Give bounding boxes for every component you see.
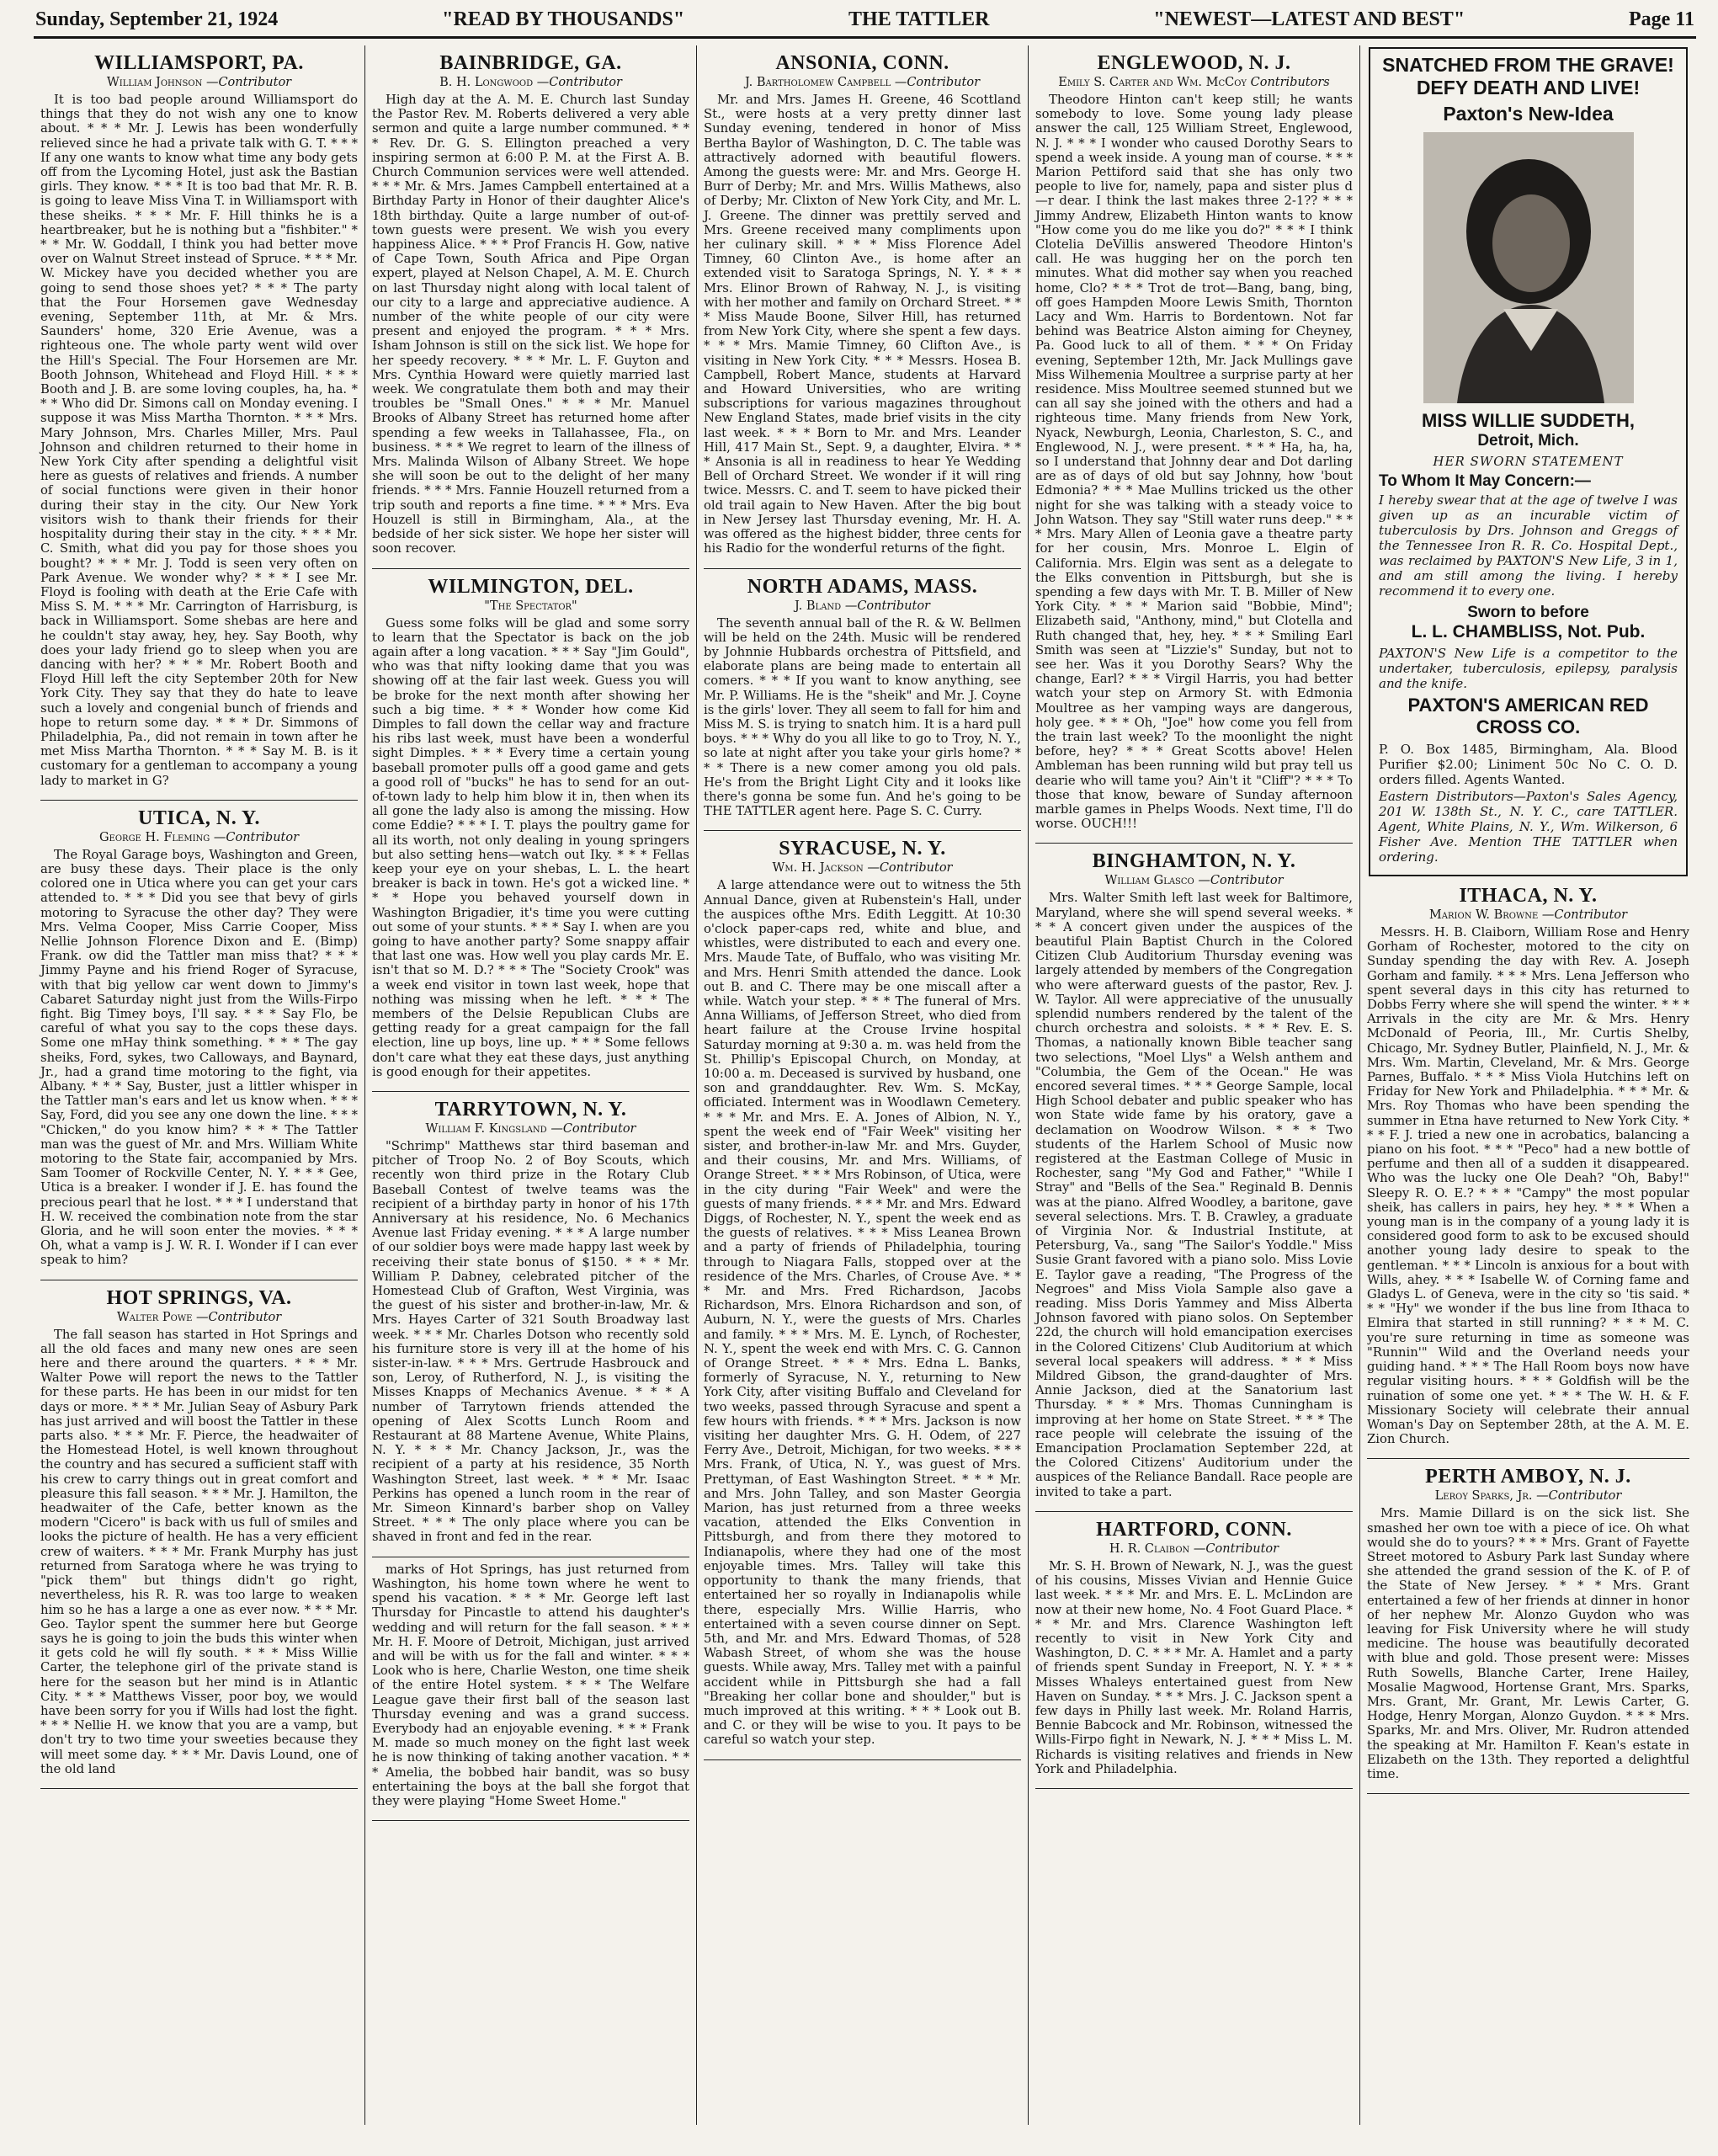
article (704, 576, 1021, 819)
ad-statement-text: I hereby swear that at the age of twelve I was given up as an incurable victim of tuberculosis by Drs. Johnson and Greggs of the Tennessee Iron R. R. Co. Hospital Dept., was reclaimed by PAXTON'S New Life, 3 in 1, and am still among the living. I hereby recommend it to every one. (1379, 492, 1678, 599)
article-divider (704, 1759, 1021, 1760)
byline-role: —Contributor (1541, 908, 1628, 922)
article-body: Mrs. Mamie Dillard is on the sick list. She smashed her own toe with a piece of ice. Oh what would she do to yours? * * * Mrs. Grant of Fayette Street motored to Asbury Park last Sunday where she attended the grand session of the K. of P. of the State of New Jersey. * * * Mrs. Grant entertained a few of her friends at dinner in honor of her nephew Mr. Alonzo Guydon who was leaving for Fisk University where he will study medicine. The house was beautifully decorated with blue and gold. Those present were: Misses Ruth Sowells, Blanche Carter, Irene Hailey, Mosalie Magwood, Hortense Grant, Mrs. Sparks, Mrs. Grant, Mr. Grant, Mr. Lewis Carter, G. Hodge, Henry Morgan, Alonzo Guydon. * * * Mrs. Sparks, Mr. and Mrs. Oliver, Mr. Rudron attended the speaking at Mr. Hamilton F. Kean's estate in Elizabeth on the 13th. They reported a delightful time. (1367, 1506, 1689, 1781)
ad-headline-3: Paxton's New-Idea (1443, 103, 1614, 125)
article-headline: WILLIAMSPORT, PA. (94, 52, 304, 74)
column-2 (365, 45, 697, 2125)
article-body: "Schrimp" Matthews star third baseman and pitcher of Troop No. 2 of Boy Scouts, which recently won third prize in the Rotary Club Baseball Contest of twelve teams was the recipient of a birthday party in honor of his 17th Anniversary at his residence, No. 6 Mechanics Avenue last Friday evening. * * * A large number of our soldier boys were made happy last week by receiving their state bonus of $150. * * * Mr. William P. Dabney, celebrated pitcher of the Homestead Club of Grafton, West Virginia, was the guest of his sister and brother-in-law, Mr. & Mrs. Hayes Carter of 321 South Broadway last week. * * * Mr. Charles Dotson who recently sold his furniture store is very ill at the home of his sister-in-law. * * * Mrs. Gertrude Hasbrouck and son, Leroy, of Rutherford, N. J., is visiting the Misses Knapps of Mechanics Avenue. * * * A number of Tarrytown friends attended the opening of Alex Scotts Lunch Room and Restaurant at 88 Martene Avenue, White Plains, N. Y. * * * Mr. Chancy Jackson, Jr., was the recipient of a party at his residence, 35 North Washington Street, last week. * * * Mr. Isaac Perkins has opened a lunch room in the rear of Mr. Simeon Kinnard's barber shop on Valley Street. * * * The only place where you can be shaved in front and fed in the rear. (372, 1139, 689, 1545)
article-divider (1035, 1788, 1353, 1789)
byline-author: Emily S. Carter and Wm. McCoy (1058, 76, 1247, 89)
byline-role: —Contributor (1536, 1489, 1622, 1504)
article-headline: NORTH ADAMS, MASS. (747, 575, 978, 598)
article-body: Mrs. Walter Smith left last week for Baltimore, Maryland, where she will spend several weeks. * * * A concert given under the auspices of the beautiful Plain Baptist Church in the Colored Citizen Club Auditorium Thursday evening was largely attended by members of the Congregation who were afterward guests of the pastor, Rev. J. W. Taylor. All were appreciative of the unusually splendid numbers rendered by the talent of the church orchestra and soloists. * * * Rev. E. S. Thomas, a nationally known Bible teacher sang two selections, "Moel Llys" a Welsh anthem and "Columbia, the Gem of the Ocean." He was encored several times. * * * George Sample, local High School debater and public speaker who has won State wide fame by his oratory, gave a declamation on Woodrow Wilson. * * * Two students of the Harlem School of Music now registered at the Eastman College of Music in Rochester, sang "My God and Father," "While I Stray" and "Bells of the Sea." Reginald B. Dennis was at the piano. Alfred Woodley, a baritone, gave several selections. Mrs. T. B. Crawley, a graduate of Virginia Nor. & Industrial Institute, at Petersburg, Va., sang "The Sailor's Yoddle." Miss Susie Grant favored with a piano solo. Miss Lovie E. Taylor gave a reading, "The Progress of the Negroes" and Miss Viola Sample also gave a reading. Miss Doris Yammey and Miss Alberta Johnson favored with piano solos. On September 22d, the church will hold emancipation exercises in the Colored Citizens' Club Auditorium at which several local speakers will address. * * * Miss Mildred Gibson, the grand-daughter of Mrs. Annie Jackson, died at the Sanatorium last Thursday. * * * Mrs. Thomas Cunningham is improving at her home on State Street. * * * The race people will celebrate the issuing of the Emancipation Proclamation September 22d, at the Colored Citizens' Auditorium under the auspices of the Reliance Bandall. Race people are invited to take a part. (1035, 891, 1353, 1499)
article-headline: ITHACA, N. Y. (1459, 885, 1598, 907)
article-divider (40, 800, 358, 801)
masthead (34, 7, 1696, 39)
article-headline: TARRYTOWN, N. Y. (434, 1099, 627, 1121)
byline-role: —Contributor (844, 599, 930, 613)
article-byline (372, 76, 689, 89)
article-byline (40, 1311, 358, 1324)
article-byline (40, 76, 358, 89)
ad-distributor-text: Eastern Distributors—Paxton's Sales Agency, 201 W. 138th St., N. Y. C., care TATTLER. Agent, White Plains, N. Y., Wm. Wilkerson, 6 Fisher Ave. Mention THE TATTLER when ordering. (1379, 789, 1678, 865)
article-divider (1367, 1793, 1689, 1794)
byline-author: Wm. H. Jackson (772, 861, 864, 876)
article (1035, 850, 1353, 1499)
ad-testimonial-name: MISS WILLIE SUDDETH, (1422, 410, 1635, 431)
article-divider (704, 830, 1021, 831)
article-byline (40, 831, 358, 844)
columns (34, 45, 1696, 2125)
ad-salutation: To Whom It May Concern:— (1379, 472, 1591, 490)
article (1035, 1519, 1353, 1776)
article-byline (1367, 1489, 1689, 1503)
byline-role: —Contributor (551, 1122, 636, 1136)
ad-company-name: PAXTON'S AMERICAN RED CROSS CO. (1407, 695, 1649, 737)
article-headline: ANSONIA, CONN. (775, 52, 949, 74)
article-byline (1035, 1542, 1353, 1556)
article (40, 52, 358, 788)
newspaper-title: THE TATTLER (848, 8, 990, 30)
article-headline: BAINBRIDGE, GA. (439, 52, 622, 74)
byline-author: Walter Powe (116, 1310, 193, 1324)
byline-author: Marion W. Browne (1428, 908, 1539, 922)
byline-author: William Johnson (106, 76, 203, 89)
ad-headline-1: SNATCHED FROM THE GRAVE! (1382, 54, 1674, 76)
byline-role: —Contributor (894, 76, 980, 89)
article-byline (1035, 76, 1353, 89)
article-divider (704, 568, 1021, 569)
article-byline (372, 599, 689, 613)
article-body: The fall season has started in Hot Springs and all the old faces and many new ones are seen here and there around the quarters. * * * Mr. Walter Powe will report the news to the Tattler for these parts. He has been in our midst for ten days or more. * * * Mr. Julian Seay of Asbury Park has just arrived and will boost the Tattler in these parts also. * * * Mr. F. Pierce, the headwaiter of the Homestead Hotel, is well known throughout the country and has secured a sufficient staff with his crew to carry things out in great comfort and pleasure this fall season. * * * Mr. J. Hamilton, the headwaiter of the Cafe, better known as the modern "Cicero" is back with us full of smiles and looks the picture of health. He has a very efficient crew of waiters. * * * Mr. Frank Murphy has just returned from Saratoga where he was trying to "pick them" but things didn't go right, nevertheless, his R. R. was too large to weaken him so he has a large a one as ever now. * * * Mr. Geo. Taylor spent the summer here but George says he is going to join the buds this winter when it gets cold he will fly south. * * * Miss Willie Carter, the telephone girl of the private stand is here for the season but her mind is in Atlantic City. * * * Matthews Visser, poor boy, we would have been sorry for you if Wills had lost the fight. * * * Nellie H. we know that you are a vamp, but don't try to two time your sweeties because they will meet some day. * * * Mr. Davis Lound, one of the old land (40, 1327, 358, 1776)
paxton-advertisement (1369, 47, 1688, 876)
article-headline: WILMINGTON, DEL. (428, 575, 634, 598)
article-headline: PERTH AMBOY, N. J. (1425, 1466, 1631, 1488)
article-body: Mr. and Mrs. James H. Greene, 46 Scottland St., were hosts at a very pretty dinner last Sunday evening, tendered in honor of Miss Bertha Baylor of Washington, D. C. The table was attractively adorned with beautiful flowers. Among the guests were: Mr. and Mrs. George H. Burr of Derby; Mr. and Mrs. Willis Mathews, also of Derby; Mr. Clixton of New York City, and Mr. L. J. Greene. The dinner was prettily served and Mrs. Greene received many compliments upon her culinary skill. * * * Miss Florence Adel Timney, 60 Clinton Ave., is home after an extended visit to Saratoga Springs, N. Y. * * * Mrs. Elinor Brown of Rahway, N. J., is visiting with her mother and family on Orchard Street. * * * Miss Maude Boone, Silver Hill, has returned from New York City, where she spent a few days. * * * Mrs. Mamie Timney, 60 Clifton Ave., is visiting in New York City. * * * Messrs. Hosea B. Campbell, Robert Mance, students at Harvard and Howard Universities, who are writing subscriptions for various magazines throughout New England States, made brief visits in the city last week. * * * Born to Mr. and Mrs. Leander Hill, 417 Main St., Sept. 9, a daughter, Elvira. * * * Ansonia is all in readiness to hear Ye Wedding Bell of Orchard Street. We wonder if it will ring twice. Messrs. C. and T. seem to have picked their old trail again to New Haven. After the big bout in New Jersey last Thursday evening, Mr. H. A. was offered as the highest bidder, three cents for his Radio for the wonderful returns of the fight. (704, 93, 1021, 556)
article-headline: UTICA, N. Y. (138, 807, 260, 829)
article-headline: BINGHAMTON, N. Y. (1092, 850, 1296, 873)
column-5-articles (1367, 885, 1689, 1794)
byline-author: J. Bartholomew Campbell (745, 76, 891, 89)
portrait-photo (1423, 132, 1634, 403)
article-divider (1035, 843, 1353, 844)
article-body: The seventh annual ball of the R. & W. Bellmen will be held on the 24th. Music will be rendered by Johnnie Hubbards orchestra of Pittsfield, and elaborate plans are being made to entertain all comers. * * * If you want to know anything, see Mr. P. Williams. He is the "sheik" and Mr. J. Coyne is the girls' lover. They all seem to fall for him and Miss M. S. is trying to snatch him. It is a hard pull boys. * * * Why do you all like to go to Troy, N. Y., so late at night after you take your girls home? * * * There is a new comer among you old pals. He's from the Bright Light City and it looks like there's gonna be some fun. And he's going to be THE TATTLER agent here. Page S. C. Curry. (704, 615, 1022, 819)
article (372, 1099, 689, 1545)
column-1 (34, 45, 365, 2125)
article-headline: HARTFORD, CONN. (1096, 1518, 1292, 1541)
article-byline (372, 1122, 689, 1136)
byline-role: —Contributor (1193, 1541, 1279, 1556)
article-body: A large attendance were out to witness the 5th Annual Dance, given at Rubenstein's Hall, under the auspices ofthe Mrs. Edith Leggitt. At 10:30 o'clock paper-caps red, white and blue, and whistles, were distributed to each and every one. Mrs. Maude Tate, of Buffalo, who was visiting Mr. and Mrs. Henri Smith attended the dance. Look out B. and C. There may be one miscall after a while. Watch your step. * * * The funeral of Mrs. Anna Williams, of Jefferson Street, who died from heart failure at the Crouse Irvine hospital Saturday morning at 9:30 a. m. was held from the St. Phillip's Episcopal Church, on Monday, at 10:00 a. m. Deceased is survived by husband, one son and granddaughter. Rev. Wm. S. McKay, officiated. Interment was in Woodlawn Cemetery. * * * Mr. and Mrs. E. A. Jones of Albion, N. Y., spent the week end of "Fair Week" visiting her sister, and brother-in-law Mr. and Mrs. Guyder, and their cousins, Mr. and Mrs. Williams, of Orange Street. * * * Mrs Robinson, of Utica, were in the city during "Fair Week" and were the guests of many friends. * * * Mr. and Mrs. Edward Diggs, of Rochester, N. Y., spent the week end as the guests of relatives. * * * Miss Leanea Brown and a party of friends of Philadelphia, touring through to Niagara Falls, stopped over at the residence of the Mrs. Charles, of Crouse Ave. * * * Mr. and Mrs. Fred Richardson, Jacobs Richardson, Mrs. Elnora Richardson and son, of Auburn, N. Y., were the guests of Mrs. Charles and family. * * * Mrs. M. E. Lynch, of Rochester, N. Y., spent the week end with Mrs. C. G. Cannon of Orange Street. * * * Mrs. Edna L. Banks, formerly of Syracuse, N. Y., returning to New York City, after visiting Buffalo and Cleveland for two weeks, passed through Syracuse and spent a few hours with friends. * * * Mrs. Jackson is now visiting her daughter Mrs. G. H. Odem, of 227 Ferry Ave., Detroit, Michigan, for two weeks. * * * Mrs. Frank, of Utica, N. Y., was guest of Mrs. Prettyman, of East Washington Street. * * * Mr. and Mrs. John Talley, and son Master Georgia Marion, has just returned from a three weeks vacation, attended the Elks Convention in Pittsburgh, and from there they motored to Indianapolis, where they had one of the most enjoyable times. Mrs. Talley will take this opportunity to thank the many friends, that entertained her so royally in Indianapolis while there, especially Mrs. Willie Harris, who entertained with a seven course dinner on Sept. 5th, and Mr. and Mrs. Edward Thomas, of 528 Wabash Street, of whom she was the house guests. While away, Mrs. Talley met with a painful accident while in Pittsburgh she had a fall "Breaking her collar bone and shoulder," but is much improved at this writing. * * * Look out B. and C. or they will be wise to you. It pays to be careful so watch your step. (704, 878, 1021, 1748)
article (704, 838, 1021, 1747)
column-4 (1029, 45, 1360, 2125)
slogan-right: "NEWEST—LATEST AND BEST" (1153, 8, 1465, 30)
ad-competitor-text: PAXTON'S New Life is a competitor to the undertaker, tuberculosis, epilepsy, paralysis and the knife. (1379, 646, 1678, 691)
article-body: Guess some folks will be glad and some sorry to learn that the Spectator is back on the job again after a long vacation. * * * Say "Jim Gould", who was that nifty looking dame that you was showing off at the fair last week. Guess you will be broke for the next month after showing her such a big time. * * * Wonder how come Kid Dimples to fall down the cellar way and fracture his ribs last week, must have been a wonderful sight Dimples. * * * Every time a certain young baseball promoter pulls off a good game and gets a good roll of "bucks" he has to send for an out-of-town lady to help him blow it in, then when its all gone the lady also is among the missing. How come Eddie? * * * I. T. plays the poultry game for all its worth, not only dealing in young springers but also setting hens—watch out Iky. * * * Fellas keep your eye on your shebas, L. L. the heart breaker is back in town. He's got a wicked line. * * * Hope you behaved yourself down in Washington Brigadier, it's time you were cutting out some of your stunts. * * * Say I. when are you going to have another party? Some snappy affair that last one was. How well you play cards Mr. E. isn't that so M. D.? * * * The "Society Crook" was a week end visitor in town last week, hope that nothing was missing when he left. * * * The members of the Delsie Republican Clubs are getting ready for a great campaign for the fall election, line up boys, line up. * * * Some fellows don't care what they eat these days, just anything is good enough for their appetites. (372, 615, 689, 1079)
article (1367, 885, 1689, 1446)
byline-role: —Contributor (205, 76, 292, 89)
ad-statement-label: HER SWORN STATEMENT (1433, 454, 1624, 469)
article-divider (1035, 1511, 1353, 1512)
article-divider (372, 1091, 689, 1092)
article-byline (1367, 908, 1689, 922)
article-headline: ENGLEWOOD, N. J. (1097, 52, 1291, 74)
article-divider (1367, 1458, 1689, 1459)
byline-role: —Contributor (536, 76, 622, 89)
article-headline: HOT SPRINGS, VA. (106, 1286, 292, 1309)
article (372, 1562, 689, 1808)
ad-notary: L. L. CHAMBLISS, Not. Pub. (1411, 622, 1646, 641)
article (40, 807, 358, 1268)
byline-role: —Contributor (213, 830, 300, 844)
byline-role: Contributors (1250, 76, 1330, 89)
byline-role: —Contributor (867, 861, 953, 876)
column-3 (697, 45, 1029, 2125)
article-headline: SYRACUSE, N. Y. (779, 838, 946, 860)
article-body: The Royal Garage boys, Washington and Green, are busy these days. Their place is the only colored one in Utica where you can get your cars attended to. * * * Did you see that bevy of girls motoring to Syracuse the other day? They were Mrs. Velma Cooper, Miss Carrie Cooper, Miss Nellie Johnson Florence Dixon and E. (Bimp) Frank. ow did the Tattler man miss that? * * * Jimmy Payne and his friend Roger of Syracuse, with that big yellow car went down to Jimmy's Cabaret Saturday night just from the Wills-Firpo fight. Big Timey boys, I'll say. * * * Say Flo, be careful of what you say to the cops these days. Some one mHay think something. * * * The gay sheiks, Ford, sykes, two Calloways, and Baynard, Jr., had a grand time motoring to the fight, via Albany. * * * Say, Buster, just a littler whisper in the Tattler man's ears and let us know when. * * * Say, Ford, did you see any one down the line. * * * "Chicken," do you know him? * * * The Tattler man was the guest of Mr. and Mrs. William White motoring to the State fair, accompanied by Mrs. Sam Toomer of Rockville Center, N. Y. * * * Gee, Utica is a breaker. I wonder if J. E. has found the precious pearl that he lost. * * * I understand that H. W. received the combination note from the star Gloria, and he will soon enter the movies. * * * Oh, what a vamp is J. W. R. I. Wonder if I can ever speak to him? (40, 847, 358, 1268)
article-body: Theodore Hinton can't keep still; he wants somebody to love. Some young lady please answer the call, 125 William Street, Englewood, N. J. * * * I wonder who caused Dorothy Sears to spend a week inside. A young man of course. * * * Marion Pettiford said that she has only two people to live for, namely, papa and sister plus d—r dear. I think the last makes three 2-1?? * * * Jimmy Andrew, Elizabeth Hinton wants to know "How come you do me like you do?" * * * I think Clotelia DeVillis answered Theodore Hinton's call. He was hugging her on the porch ten minutes. What did mother say when you reached home, Clo? * * * Trot de trot—Bang, bang, bing, off goes Hampden Moore Lewis Smith, Thornton Lacy and Wm. Harris to Bordentown. Not far behind was Beatrice Alston aiming for Cheyney, Pa. Good luck to all of them. * * * On Friday evening, September 12th, Mr. Jack Mullings gave Miss Wilhemenia Moultree a surprise party at her residence. Miss Moultree seemed stunned but we can all say she joined with the others and had a righteous time. Many friends from New York, Nyack, Newburgh, Leonia, Charleston, S. C., and Englewood, N. J., were present. * * * Ha, ha, ha, so I understand that Johnny dear and Dot darling are as of days of old but say Johnny, how 'bout Edmonia? * * * Mae Mullins tricked us the other night for she was talking with a steady voice to John Watson. They say "Still water runs deep." * * * Mrs. Mary Allen of Leonia gave a theatre party for her cousin, Mrs. Monroe L. Elgin of California. Mrs. Elgin was sent as a delegate to the Elks convention in Pittsburgh, but she is spending a few days with Mr. T. B. Miller of New York City. * * * Marion said "Bobbie, Mind"; Elizabeth said, "Anthony, mind," but Clotella and Ruth changed that, hey, hey. * * * Smiling Earl Smith was seen at "Lizzie's" Sunday, but not to see her. Was it you Dorothy Sears? Why the change, Earl? * * * Virgil Harris, you had better watch your step on Armory St. with Edmonia Moultree as her vamping ways are dangerous, holy gee. * * * Oh, "Joe" how come you fell from the train last week? To the moonlight the night before, hey? * * * Great Scotts above! Helen Ambleman has been running wild but pray tell us dearie who will tame you? Ain't it "Cliff"? * * * To those that know, beware of Sunday afternoon marble games in Phelps Woods. Next time, I'll do worse. OUCH!!! (1035, 93, 1353, 832)
article-byline (704, 76, 1021, 89)
article-byline (704, 599, 1021, 613)
byline-role: —Contributor (196, 1310, 282, 1324)
article-body: marks of Hot Springs, has just returned from Washington, his home town where he went to spend his vacation. * * * Mr. George left last Thursday for Pincastle to attend his daughter's wedding and will return for the fall season. * * * Mr. H. F. Moore of Detroit, Michigan, just arrived and will be with us for the fall and winter. * * * Look who is here, Charlie Weston, one time sheik of the entire Hotel system. * * * The Welfare League gave their first ball of the season last Thursday evening and was a grand success. Everybody had an enjoyable evening. * * * Frank M. made so much money on the fight last week he is now thinking of taking another vacation. * * * Amelia, the bobbed hair bandit, was so busy entertaining the boys at the ball she forgot that they were playing "Home Sweet Home." (372, 1562, 689, 1808)
ad-sworn: Sworn to before (1467, 604, 1589, 621)
article (704, 52, 1021, 556)
byline-author: George H. Fleming (98, 830, 210, 844)
byline-author: William F. Kingsland (425, 1122, 547, 1136)
article-body: Mr. S. H. Brown of Newark, N. J., was the guest of his cousins, Misses Vivian and Hennie Guice last week. * * * Mr. and Mrs. E. L. McLindon are now at their new home, No. 4 Foot Guard Place. * * * Mr. and Mrs. Clarence Washington left recently to visit in New York City and Washington, D. C. * * * Mr. A. Hamlet and a party of friends spent Sunday in Freeport, N. Y. * * * Misses Whaleys entertained guest from New Haven on Sunday. * * * Mrs. J. C. Jackson spent a few days in Philly last week. Mr. Roland Harris, Bennie Babcock and Mr. Robinson, witnessed the Wills-Firpo fight in Newark, N. J. * * * Miss L. M. Richards is visiting relatives and friends in New York and Philadelphia. (1035, 1558, 1353, 1776)
slogan-left: "READ BY THOUSANDS" (442, 8, 685, 30)
article (40, 1287, 358, 1776)
article-body: It is too bad people around Williamsport do things that they do not wish any one to know about. * * * Mr. J. Lewis has been wonderfully relieved since he had a private talk with G. T. * * * If any one wants to know what time any body gets off from the Lycoming Hotel, just ask the Bastian girls. They know. * * * It is too bad that Mr. R. B. is going to leave Miss Vina T. in Williamsport with these sheiks. * * * Mr. F. Hill thinks he is a heartbreaker, but he is nothing but a "fishbiter." * * * Mr. W. Goddall, I think you had better move over on Walnut Street instead of Spruce. * * * Mr. W. Mickey have you decided whether you are going to send those shoes yet? * * * The party that the Four Horsemen gave Wednesday evening, September 11th, at Mr. & Mrs. Saunders' home, 320 Erie Avenue, was a righteous one. The whole party went wild over the Hill's Special. The Four Horsemen are Mr. Booth Johnson, Whitehead and Floyd Hill. * * * Booth and J. B. are some loving couples, ha, ha. * * * Who did Dr. Simons call on Monday evening. I suppose it was Miss Martha Thornton. * * * Mrs. Mary Johnson, Mrs. Charles Miller, Mrs. Paul Johnson and children returned to their home in New York City after spending a delightful visit here as guests of relatives and friends. A number of social functions were given in their honor during their stay in the city. Our New York visitors wish to thank their friends for their hospitality during their stay in the city. * * * Mr. C. Smith, what did you pay for those shoes you bought? * * * Mr. J. Todd is seen very often on Park Avenue. We wonder why? * * * I see Mr. Floyd is fooling with death at the Erie Cafe with Miss S. M. * * * Mr. Carrington of Harrisburg, is back in Williamsport. Some shebas are here and he couldn't stay away, hey, hey. Say Booth, why does your lady friend go to sleep when you are dancing with her? * * * Mr. Robert Booth and Floyd Hill left the city September 20th for New York City. They say that they do hate to leave such a lovely and congenial bunch of friends and hope to return some day. * * * Dr. Simmons of Philadelphia, Pa., did not remain in town after he met Miss Martha Thornton. * * * Say M. B. is it customary for a gentleman to accompany a young lady to market in G? (40, 93, 358, 788)
article-divider (372, 568, 689, 569)
face-shape (1492, 194, 1570, 292)
issue-date: Sunday, September 21, 1924 (35, 8, 279, 30)
byline-author: J. Bland (795, 599, 842, 613)
ad-address-text: P. O. Box 1485, Birmingham, Ala. Blood Purifier $2.00; Liniment 50c No C. O. D. orders filled. Agents Wanted. (1379, 742, 1678, 787)
article-byline (1035, 874, 1353, 887)
byline-author: H. R. Claibon (1109, 1541, 1190, 1556)
byline-author: Leroy Sparks, Jr. (1434, 1489, 1533, 1504)
article (372, 52, 689, 556)
article-divider (372, 1820, 689, 1821)
article-body: High day at the A. M. E. Church last Sunday the Pastor Rev. M. Roberts delivered a very able sermon and quite a large number communed. * * * Rev. Dr. G. S. Ellington preached a very inspiring sermon at 6:00 P. M. at the First A. B. Church Communion services were well attended. * * * Mr. & Mrs. James Campbell entertained at a Birthday Party in Honor of their daughter Alice's 18th birthday. Quite a large number of out-of-town guests were present. We wish you every happiness Alice. * * * Prof Francis H. Gow, native of Cape Town, South Africa and Pipe Organ expert, played at Nelson Chapel, A. M. E. Church on last Thursday night along with local talent of our city to a large and appreciative audience. A number of the white people of our city were present and enjoyed the program. * * * Mrs. Isham Johnson is still on the sick list. We hope for her speedy recovery. * * * Mr. L. F. Guyton and Mrs. Cynthia Howard were quietly married last week. We congratulate them both and may their troubles be "Small Ones." * * * Mr. Manuel Brooks of Albany Street has returned home after spending a few weeks in Tallahassee, Fla., on business. * * * We regret to learn of the illness of Mrs. Malinda Wilson of Albany Street. We hope she will soon be out to the delight of her many friends. * * * Mrs. Fannie Houzell returned from a trip south and reports a fine time. * * * Mrs. Eva Houzell is still in Birmingham, Ala., at the bedside of her sick sister. We hope her sister will soon recover. (372, 93, 689, 556)
ad-headline-2: DEFY DEATH AND LIVE! (1416, 77, 1641, 98)
article (372, 576, 689, 1080)
byline-author: "The Spectator" (484, 599, 577, 613)
column-5 (1360, 45, 1696, 2125)
byline-role: —Contributor (1198, 874, 1284, 888)
article-divider (40, 1788, 358, 1789)
article (1367, 1466, 1689, 1781)
byline-author: B. H. Longwood (439, 76, 534, 89)
article (1035, 52, 1353, 831)
byline-author: William Glasco (1104, 874, 1194, 888)
page-number: Page 11 (1628, 8, 1694, 30)
article-byline (704, 861, 1021, 875)
ad-testimonial-city: Detroit, Mich. (1477, 432, 1579, 450)
article-body: Messrs. H. B. Claiborn, William Rose and Henry Gorham of Rochester, motored to the city on Sunday spending the day with Rev. A. Joseph Gorham and family. * * * Mrs. Lena Jefferson who spent several days in this city has returned to Dobbs Ferry where she will spend the winter. * * * Arrivals in the city are Mr. & Mrs. Henry McDonald of Peoria, Ill., Mr. Curtis Shelby, Chicago, Mr. Sydney Butler, Plainfield, N. J., Mr. & Mrs. Wm. Martin, Cleveland, Mr. & Mrs. George Parnes, Buffalo. * * * Miss Viola Hutchins left on Friday for New York and Philadelphia. * * * Mr. & Mrs. Roy Thomas who have been spending the summer in Etna have returned to New York City. * * * F. J. tried a new one in acrobatics, balancing a piano on his foot. * * * "Peco" had a new bottle of perfume and then all of a sudden it disappeared. Who was the lucky one Ole Deah? "Oh, Baby!" Sleepy R. O. E.? * * * "Campy" the most popular sheik, has callers in pairs, hey hey. * * * When a young man is in the company of a young lady it is considered good form to ask to be excused should another young lady desire to speak to the gentleman. * * * Lincoln is anxious for a bout with Wills, ahey. * * * Isabelle W. of Corning fame and Gladys L. of Geneva, were in the city so 'tis said. * * * "Hy" we wonder if the bus line from Ithaca to Elmira that started in still running? * * * M. C. you're sure returning in time as someone was "Runnin'" Wild and the Overland needs your guiding hand. * * * The Hall Room boys now have regular visiting hours. * * * Goldfish will be the ruination of some one yet. * * * The W. H. & F. Missionary Society will celebrate their annual Woman's Day on September 28th, at the A. M. E. Zion Church. (1367, 925, 1689, 1447)
